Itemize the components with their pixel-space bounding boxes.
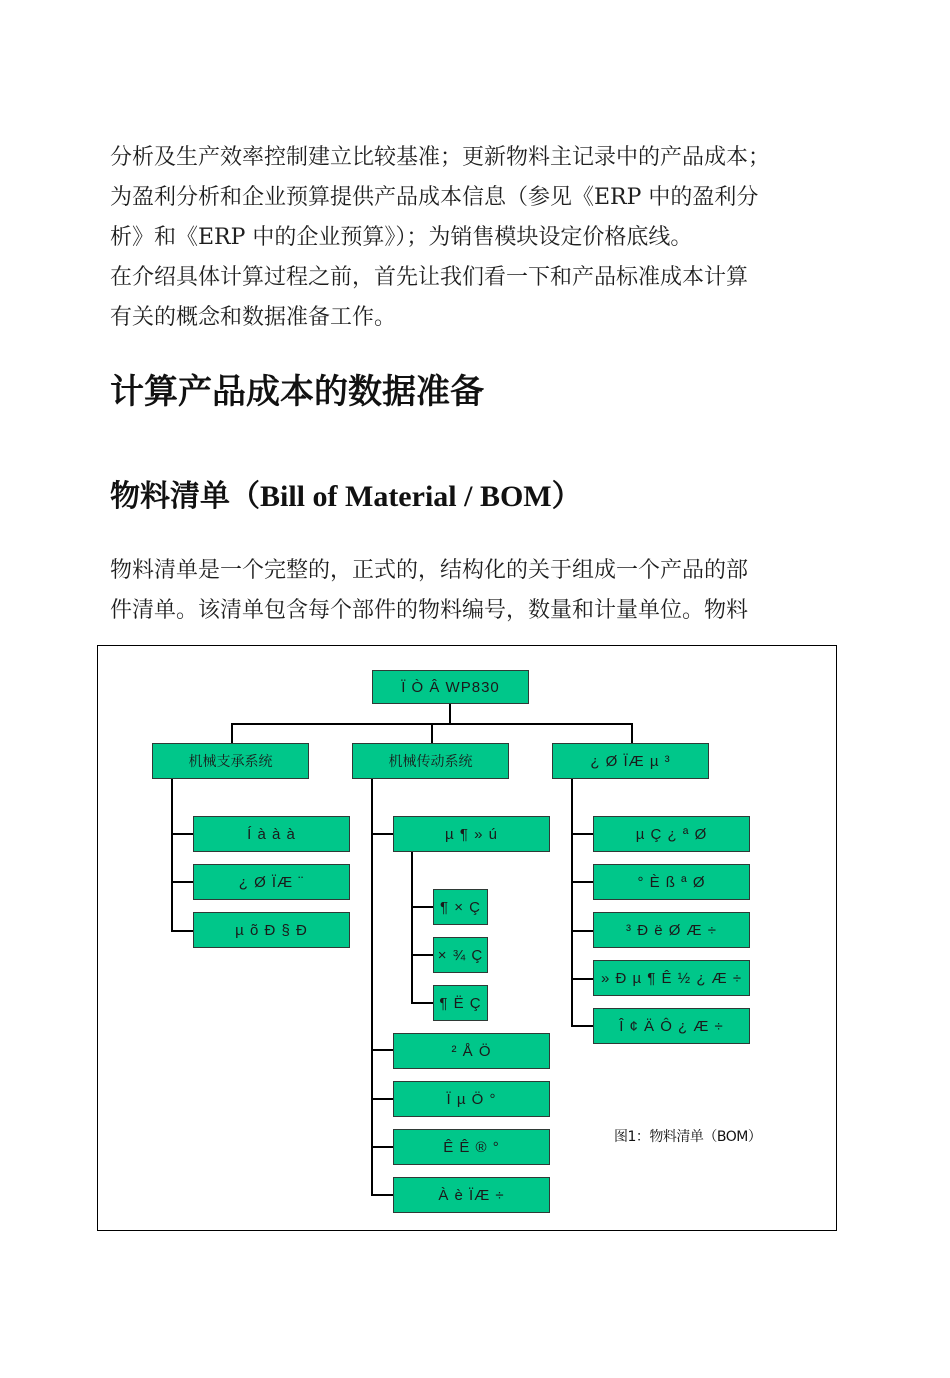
bom-child-node: µ õ Ð § Ð <box>193 912 350 948</box>
connector-line <box>411 1002 433 1004</box>
subsection-heading-prefix: 物料清单（ <box>110 479 260 514</box>
bom-child-node: ² Å Ö <box>393 1033 550 1069</box>
subsection-heading-suffix: ） <box>551 479 582 514</box>
text-line: 在介绍具体计算过程之前，首先让我们看一下和产品标准成本计算 <box>110 265 749 290</box>
bom-child-node: » Ð µ ¶ Ê ½ ¿ Æ ÷ <box>593 960 750 996</box>
bom-child-node: Ê Ê ® ° <box>393 1129 550 1165</box>
bom-child-node: µ ¶ » ú <box>393 816 550 852</box>
bom-subchild-node: × ¾ Ç <box>433 937 488 973</box>
bom-subchild-node: ¶ × Ç <box>433 889 488 925</box>
connector-line <box>371 1049 393 1051</box>
connector-line <box>231 723 233 743</box>
bom-branch-node-middle: 机械传动系统 <box>352 743 509 779</box>
bom-child-node: ¿ Ø ÏÆ ¨ <box>193 864 350 900</box>
connector-line <box>571 930 593 932</box>
figure-caption: 图1：物料清单（BOM） <box>614 1129 762 1145</box>
connector-line <box>411 954 433 956</box>
connector-line <box>371 779 373 1195</box>
bom-figure <box>97 645 837 1231</box>
bom-subchild-node: ¶ Ë Ç <box>433 985 488 1021</box>
text-line: 件清单。该清单包含每个部件的物料编号，数量和计量单位。物料 <box>110 598 749 623</box>
bom-child-node: ° È ß ª Ø <box>593 864 750 900</box>
connector-line <box>571 978 593 980</box>
text-line: 物料清单是一个完整的，正式的，结构化的关于组成一个产品的部 <box>110 558 749 583</box>
bom-branch-node-left: 机械支承系统 <box>152 743 309 779</box>
bom-child-node: Î ¢ Ä Ô ¿ Æ ÷ <box>593 1008 750 1044</box>
bom-branch-node-right: ¿ Ø ÏÆ µ ³ <box>552 743 709 779</box>
bom-paragraph <box>110 551 870 631</box>
connector-line <box>631 723 633 743</box>
subsection-heading-latin: Bill of Material / BOM <box>260 480 552 513</box>
text-line: 有关的概念和数据准备工作。 <box>110 305 397 330</box>
connector-line <box>571 779 573 1026</box>
connector-line <box>171 881 193 883</box>
connector-line <box>571 881 593 883</box>
connector-line <box>371 1098 393 1100</box>
connector-line <box>171 930 193 932</box>
bom-root-node: Ï Ò Â WP830 <box>372 670 529 704</box>
text-line: 为盈利分析和企业预算提供产品成本信息（参见《ERP 中的盈利分 <box>110 185 759 210</box>
bom-child-node: Í à à à <box>193 816 350 852</box>
connector-line <box>371 1194 393 1196</box>
text-line: 析》和《ERP 中的企业预算》）；为销售模块设定价格底线。 <box>110 225 693 250</box>
bom-child-node: À è ÏÆ ÷ <box>393 1177 550 1213</box>
connector-line <box>171 833 193 835</box>
bom-child-node: ³ Ð ë Ø Æ ÷ <box>593 912 750 948</box>
connector-line <box>411 906 433 908</box>
bom-child-node: Ï µ Ö ° <box>393 1081 550 1117</box>
subsection-heading <box>110 474 582 520</box>
connector-line <box>371 833 393 835</box>
connector-line <box>571 1025 593 1027</box>
connector-line <box>571 833 593 835</box>
section-heading: 计算产品成本的数据准备 <box>110 372 484 412</box>
connector-line <box>371 1146 393 1148</box>
bom-child-node: µ Ç ¿ ª Ø <box>593 816 750 852</box>
connector-line <box>431 723 433 743</box>
connector-line <box>171 779 173 931</box>
text-line: 分析及生产效率控制建立比较基准；更新物料主记录中的产品成本； <box>110 145 771 170</box>
connector-line <box>411 851 413 1003</box>
connector-line <box>449 703 451 724</box>
intro-paragraph <box>110 138 870 338</box>
